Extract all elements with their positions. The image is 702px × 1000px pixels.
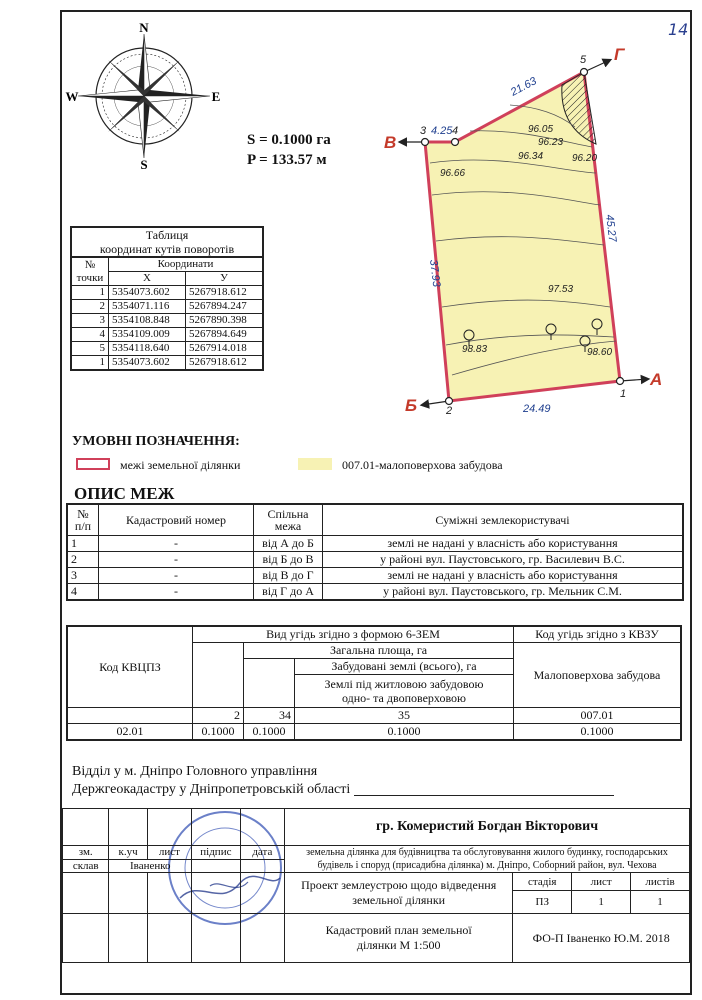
boundary-row [67,568,683,584]
coord-row [71,300,263,314]
coord-y: 5267894.649 [186,328,264,342]
elevation: 96.20 [572,153,598,164]
boundaries-table [66,503,684,601]
boundary-label: межі земельної ділянки [120,458,241,472]
point-2-label: 2 [446,405,453,417]
boundary-no: 2 [67,552,99,568]
boundary-common: від Б до В [254,552,323,568]
zone-swatch [298,458,332,470]
opys-header-common: Спільна межа [254,504,323,536]
elevation: 96.23 [538,137,564,148]
point-4-label: 4 [452,125,459,137]
plot-drawing [370,45,670,425]
compass-e: E [211,89,221,104]
coord-x: 5354071.116 [109,300,186,314]
boundary-no: 1 [67,536,99,552]
boundaries-title: ОПИС МЕЖ [74,484,175,503]
corner-b: Б [405,396,418,415]
corner-a: А [650,370,663,389]
coord-y: 5267894.247 [186,300,264,314]
boundary-no: 3 [67,568,99,584]
zone-label: 007.01-малоповерхова забудова [342,458,503,472]
boundary-common: від В до Г [254,568,323,584]
land-types-table [66,625,682,741]
area-p: P = 133.57 м [247,152,327,168]
lystiv-label: листів [631,873,690,891]
boundary-cad: - [99,552,254,568]
kv-value: 0.1000 [193,724,244,741]
author-name: Іваненко [109,859,192,873]
total-area-header: Загальна площа, га [244,643,514,659]
boundary-row [67,584,683,601]
point-4-marker [452,139,459,146]
corner-g: Г [614,45,625,64]
side-length-4-5: 21.63 [508,75,539,99]
coord-rows [71,286,263,371]
kv-value: 0.1000 [514,724,682,741]
owner-name: гр. Комеристий Богдан Вікторович [285,809,690,846]
opys-header-users: Суміжні землекористувачі [323,504,684,536]
opys-rows [67,536,683,601]
kvzu-header: Код угідь згідно з КВЗУ [514,626,682,643]
side-length-2-3: 37.93 [427,258,443,288]
low-rise-header: Малоповерхова забудова [514,643,682,708]
coord-row [71,286,263,300]
coord-y: 5267918.612 [186,286,264,300]
side-length-5-1: 45.27 [603,213,619,243]
coord-point-no: 1 [71,286,109,300]
boundary-users: у районі вул. Паустовського, гр. Василевич В.С. [323,552,684,568]
col-num: 35 [295,708,514,724]
coord-x: 5354073.602 [109,356,186,371]
coord-point-no: 3 [71,314,109,328]
boundary-users: у районі вул. Паустовського, гр. Мельник С.М. [323,584,684,601]
point-3-label: 3 [420,125,427,137]
hdr-zm: зм. [63,846,109,860]
col-num: 007.01 [514,708,682,724]
coord-point-no: 5 [71,342,109,356]
hdr-pidpys: підпис [192,846,241,860]
stadia-label: стадія [513,873,572,891]
side-length-1-2: 24.49 [523,403,551,415]
elevation: 96.34 [518,151,544,162]
elevation: 96.05 [528,124,554,135]
boundary-cad: - [99,536,254,552]
stadia-value: ПЗ [513,891,572,914]
coord-header-coords: Координати [109,257,264,272]
coord-x: 5354108.848 [109,314,186,328]
sklav-label: склав [63,859,109,873]
coord-row [71,314,263,328]
boundary-row [67,552,683,568]
lystiv-value: 1 [631,891,690,914]
hdr-lyst: лист [147,846,191,860]
kvcpz-header: Код КВЦПЗ [67,626,193,708]
department-line2: Держгеокадастру у Дніпропетровській області [72,781,614,799]
opys-header-cad: Кадастровий номер [99,504,254,536]
point-2-marker [446,398,453,405]
boundary-row [67,536,683,552]
coord-point-no: 4 [71,328,109,342]
hdr-data: дата [240,846,284,860]
coord-header-no: № точки [71,257,109,286]
compass-n: N [139,20,149,35]
coord-x: 5354118.640 [109,342,186,356]
title-block [62,808,690,963]
compass-s: S [140,157,148,170]
kv-value: 0.1000 [295,724,514,741]
coord-point-no: 2 [71,300,109,314]
boundary-common: від Г до А [254,584,323,601]
hdr-kuch: к.уч [109,846,147,860]
boundary-users: землі не надані у власність або користування [323,536,684,552]
boundary-no: 4 [67,584,99,601]
plan-title: Кадастровий план земельної ділянки М 1:500 [285,914,513,963]
point-5-marker [581,69,588,76]
area-s: S = 0.1000 га [247,132,331,148]
elevation: 98.83 [462,344,488,355]
coord-table-title: Таблиця координат кутів поворотів [71,227,263,257]
kv-value: 02.01 [67,724,193,741]
col-num: 34 [244,708,295,724]
firm-name: ФО-П Іваненко Ю.М. 2018 [513,914,690,963]
elevation: 97.53 [548,284,574,295]
point-1-label: 1 [620,388,627,400]
boundary-cad: - [99,584,254,601]
coord-header-x: X [109,272,186,286]
opys-header-no: № п/п [67,504,99,536]
department-block [72,763,614,799]
side-length-3-4: 4.25 [431,125,453,137]
coord-row [71,328,263,342]
boundary-users: землі не надані у власність або користування [323,568,684,584]
point-1-marker [617,378,624,385]
coord-point-no: 1 [71,356,109,371]
area-block [247,130,331,170]
coord-row [71,356,263,371]
corner-v: В [384,133,397,152]
point-5-label: 5 [580,54,587,66]
coord-x: 5354109.009 [109,328,186,342]
boundary-swatch [76,458,110,470]
housing-header: Землі під житловою забудовою одно- та двоповерховою [295,675,514,708]
elevation: 96.66 [440,168,466,179]
kv-value: 0.1000 [244,724,295,741]
coord-header-y: У [186,272,264,286]
boundary-cad: - [99,568,254,584]
coord-x: 5354073.602 [109,286,186,300]
compass-w: W [65,89,79,104]
plot-description: земельна ділянка для будівництва та обслуговування жилого будинку, господарських будівель і споруд (присадибна ділянка) м. Дніпро, Соборний район, вул. Чехова [285,846,690,873]
coord-y: 5267918.612 [186,356,264,371]
coord-y: 5267890.398 [186,314,264,328]
built-header: Забудовані землі (всього), га [295,659,514,675]
project-title: Проект землеустрою щодо відведення земельної ділянки [285,873,513,914]
coord-y: 5267914.018 [186,342,264,356]
boundary-common: від А до Б [254,536,323,552]
lyst-value: 1 [572,891,631,914]
department-line1: Відділ у м. Дніпро Головного управління [72,764,318,779]
col-num: 2 [193,708,244,724]
elevation: 98.60 [587,347,613,358]
coord-row [71,342,263,356]
legend-title: УМОВНІ ПОЗНАЧЕННЯ: [72,434,240,449]
coordinates-table [70,226,264,371]
page-number: 14 [668,20,689,39]
compass-rose [64,20,224,170]
lyst-label: лист [572,873,631,891]
point-3-marker [422,139,429,146]
vid-header: Вид угідь згідно з формою 6-ЗЕМ [193,626,514,643]
